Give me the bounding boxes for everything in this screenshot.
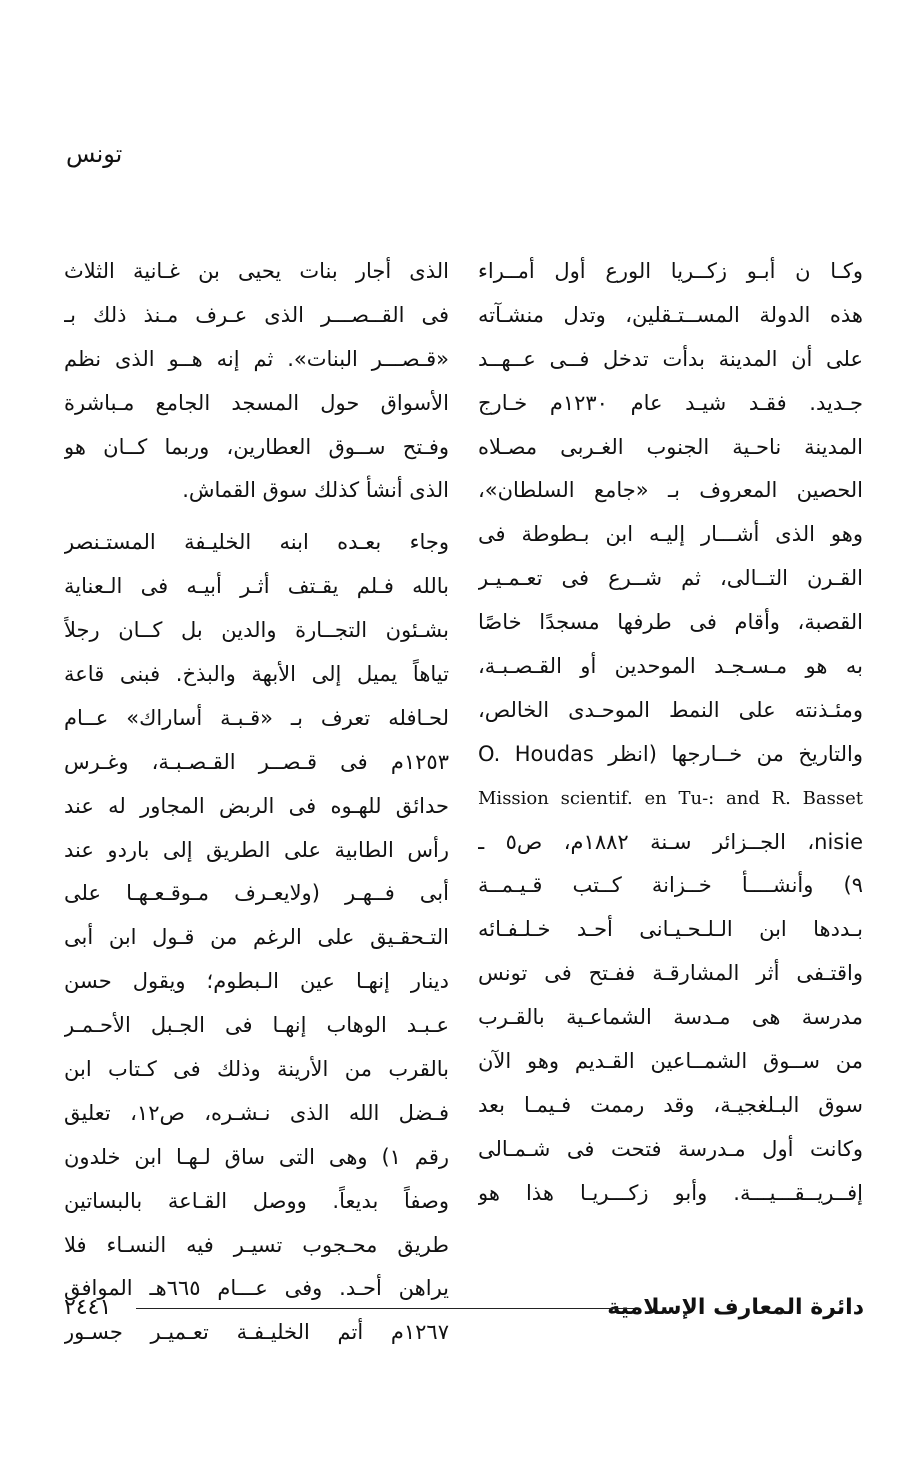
text-line: ومئـذنته على النمط الموحـدى الخالص،	[478, 697, 863, 722]
text-line: إفــريــقـــيـــة. وأبو زكـــريـا هذا هو	[478, 1180, 863, 1205]
text-line-latin: Mission scientif. en Tu-: and R. Basset	[478, 787, 863, 809]
text-line: دينار إنهـا عين الـبطوم؛ ويقول حسن	[64, 969, 449, 994]
text-line: المدينة ناحـية الجنوب الغـربى مصـلاه	[478, 434, 863, 459]
left-text-column	[64, 250, 449, 1355]
text-line: الذى أجار بنات يحيى بن غـانية الثلاث	[64, 259, 449, 283]
text-line: عـبـد الوهاب إنهـا فى الجـبل الأحـمـر	[64, 1013, 449, 1038]
text-line: وصفاً بديعاً. ووصل القـاعة بالبساتين	[64, 1188, 449, 1213]
text-line: لحـافله تعرف بـ «قـبـة أساراك» عــام	[64, 705, 449, 730]
page-footer	[64, 1290, 864, 1326]
text-line: الأسواق حول المسجد الجامع مـباشرة	[64, 390, 449, 415]
text-line: ١٢٥٣م فى قـصــر القـصـبـة، وغـرس	[64, 749, 449, 774]
paragraph-last-line: الذى أنشأ كذلك سوق القماش.	[182, 478, 449, 503]
text-line: ١٢٦٧م أتم الخليـفـة تعـميـر جسـور	[64, 1320, 449, 1345]
text-line: القـرن التــالى، ثم شــرع فى تعـمـيـر	[478, 566, 863, 591]
text-line: جـديد. فقـد شيـد عام ١٢٣٠م خـارج	[478, 390, 863, 415]
text-line: واقتـفى أثر المشارقـة ففـتح فى تونس	[478, 961, 863, 986]
text-line: القصبة، وأقام فى طرفها مسجدًا خاصًا	[478, 610, 863, 635]
text-line: ٩) وأنشــــأ خــزانة كــتب قـيـمــة	[478, 873, 863, 898]
text-line: مدرسة هى مـدسة الشماعـية بالقـرب	[478, 1005, 863, 1030]
text-line: وفـتح ســوق العطارين، وربما كــان هو	[64, 434, 449, 459]
text-line: رأس الطابية على الطريق إلى باردو عند	[64, 837, 449, 862]
text-line: طريق محـجوب تسيـر فيه النسـاء فلا	[64, 1232, 449, 1257]
text-line: التـحقـيق على الرغم من قـول ابن أبى	[64, 925, 449, 950]
footer-rule	[136, 1308, 634, 1309]
text-line: على أن المدينة بدأت تدخل فــى عــهــد	[478, 346, 863, 371]
text-line: يراهن أحـد. وفى عـــام ٦٦٥هـ الموافق	[64, 1276, 449, 1301]
text-line: بشـئون التجــارة والدين بل كــان رجلاً	[64, 618, 449, 643]
text-line: بالله فـلم يقـتف أثـر أبيـه فى الـعناية	[64, 574, 449, 599]
text-line: أبى فــهـر (ولايعـرف مـوقـعـهـا على	[64, 881, 449, 906]
text-line: سوق البـلغجيـة، وقد رممت فـيمـا بعد	[478, 1092, 863, 1117]
text-line: به هو مـسـجـد الموحدين أو القـصـبـة،	[478, 654, 863, 679]
text-line: وكانت أول مـدرسة فتحت فى شـمـالى	[478, 1136, 863, 1161]
text-line: وجاء بعـده ابنه الخليـفة المستـنصر	[64, 530, 449, 555]
text-line: من ســوق الشمــاعين القـديم وهو الآن	[478, 1049, 863, 1074]
text-line: بالقرب من الأرينة وذلك فى كـتاب ابن	[64, 1057, 449, 1082]
right-text-column	[478, 250, 863, 1216]
text-line: فـضل الله الذى نـشـره، ص١٢، تعليق	[64, 1100, 449, 1125]
text-line: وكـا ن أبـو زكــريا الورع أول أمــراء	[478, 259, 863, 283]
text-line: بـددها ابن الـلـحـيـانى أحـد خـلـفـائه	[478, 917, 863, 942]
text-line: فى القــصـــر الذى عـرف مـنذ ذلك بـ	[64, 302, 449, 327]
page-number: ٢٤٤١	[64, 1295, 112, 1320]
text-line: حدائق للهـوه فى الربض المجاور له عند	[64, 793, 449, 818]
text-line: تياهاً يميل إلى الأبهة والبذخ. فبنى قاعة	[64, 662, 449, 687]
text-line: «قـصـــر البنات». ثم إنه هــو الذى نظم	[64, 346, 449, 371]
text-line: رقم ١) وهى التى ساق لـهـا ابن خلدون	[64, 1144, 449, 1169]
text-line: هذه الدولة المســتـقلين، وتدل منشـآته	[478, 302, 863, 327]
text-line: nisie، الجــزائر سـنة ١٨٨٢م، ص٥ ـ	[478, 829, 863, 854]
running-title: تونس	[66, 140, 123, 168]
text-line: وهو الذى أشـــار إليـه ابن بـطوطة فى	[478, 522, 863, 547]
text-line: الحصين المعروف بـ «جامع السلطان»،	[478, 478, 863, 503]
encyclopedia-title: دائرة المعارف الإسلامية	[607, 1295, 864, 1320]
paragraph-gap	[64, 513, 449, 521]
text-line: والتاريخ من خــارجها (انظر O. Houdas	[478, 741, 863, 766]
